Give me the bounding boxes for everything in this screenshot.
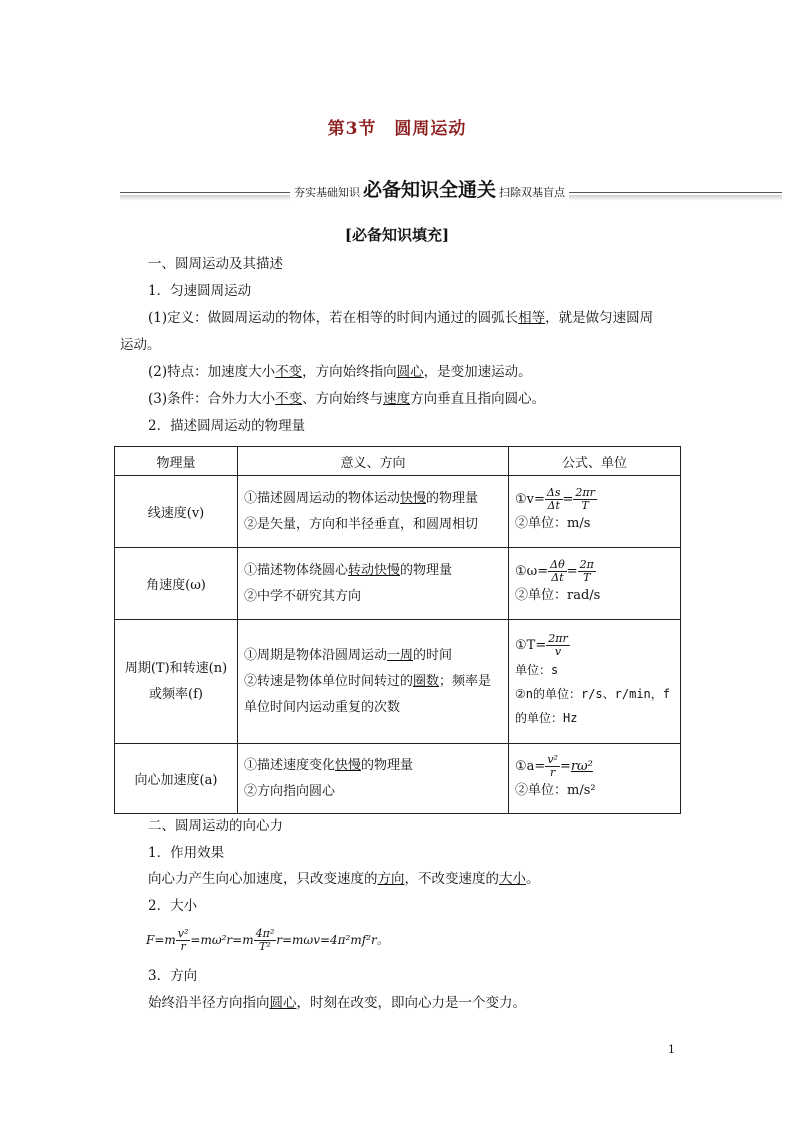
- blank-answer: 大小: [499, 871, 526, 887]
- subheading-2-2: 2．大小: [148, 898, 198, 914]
- heading-1: 一、圆周运动及其描述: [148, 256, 283, 272]
- definition-line: (1)定义：做圆周运动的物体，若在相等的时间内通过的圆弧长相等，就是做匀速圆周: [148, 310, 654, 326]
- effect-line: 向心力产生向心加速度，只改变速度的方向，不改变速度的大小。: [148, 871, 540, 887]
- fraction: $\frac{\Delta s}{\Delta t}$: [546, 486, 561, 512]
- heading-2: 二、圆周运动的向心力: [148, 818, 283, 834]
- banner-left: 夯实基础知识: [294, 186, 360, 199]
- meaning-cell: ①描述速度变化快慢的物理量 ②方向指向圆心: [238, 744, 509, 814]
- fraction: $\frac{2\pi}{T}$: [579, 558, 594, 584]
- subheading-2-1: 1．作用效果: [148, 845, 225, 861]
- formula-cell: ①T= $\frac{2\pi r}{v}$ 单位：s ②n的单位：r/s、r/min，f 的单位：Hz: [509, 620, 681, 744]
- feature-line: (2)特点：加速度大小不变，方向始终指向圆心，是变加速运动。: [148, 364, 532, 380]
- meaning-cell: ①描述物体绕圆心转动快慢的物理量 ②中学不研究其方向: [238, 548, 509, 620]
- formula-cell: ①ω= $\frac{\Delta\theta}{\Delta t}$ = $\frac{2\pi}{T}$ ②单位：rad/s: [509, 548, 681, 620]
- fraction: $\frac{\Delta\theta}{\Delta t}$: [550, 558, 565, 584]
- banner-right: 扫除双基盲点: [499, 186, 566, 199]
- fraction: $\frac{\text{4π²}}{\text{T²}}$: [255, 927, 275, 953]
- fraction: $\frac{\text{v²}}{r}$: [177, 927, 189, 953]
- fraction: $\frac{2\pi r}{T}$: [575, 486, 595, 512]
- table-header: 意义、方向: [238, 447, 509, 476]
- banner-text: [290, 175, 569, 202]
- meaning-cell: ①周期是物体沿圆周运动一周的时间 ②转速是物体单位时间转过的圈数；频率是单位时间内运动重复的次数: [238, 620, 509, 744]
- subheading-1-1: 1．匀速圆周运动: [148, 283, 252, 299]
- blank-answer: 不变: [275, 364, 303, 380]
- blank-answer: 相等: [518, 310, 546, 326]
- formula-cell: ①v= $\frac{\Delta s}{\Delta t}$ = $\frac{2\pi r}{T}$ ②单位：m/s: [509, 476, 681, 548]
- section-banner: [120, 175, 782, 201]
- subheading-1-2: 2．描述圆周运动的物理量: [148, 418, 306, 434]
- meaning-cell: ①描述圆周运动的物体运动快慢的物理量 ②是矢量，方向和半径垂直，和圆周相切: [238, 476, 509, 548]
- table-header-row: [115, 447, 681, 476]
- fraction: $\frac{\text{v²}}{r}$: [547, 753, 558, 779]
- fraction: $\frac{2\pi r}{v}$: [548, 632, 568, 658]
- blank-answer: 方向: [377, 871, 405, 887]
- subheading-2-3: 3．方向: [148, 968, 198, 984]
- quantity-name: 角速度(ω): [115, 548, 238, 620]
- section-heading: [必备知识填充]: [344, 226, 450, 244]
- page-number: 1: [668, 1043, 675, 1056]
- blank-answer: 圆心: [269, 995, 297, 1011]
- blank-answer: 圆心: [396, 364, 424, 380]
- formula-cell: ①a= $\frac{\text{v²}}{r}$ =rω² ②单位：m/s²: [509, 744, 681, 814]
- direction-line: 始终沿半径方向指向圆心，时刻在改变，即向心力是一个变力。: [148, 995, 526, 1011]
- blank-answer: 不变: [275, 391, 303, 407]
- quantities-table: [114, 446, 681, 814]
- table-header: 物理量: [115, 447, 238, 476]
- table-header: 公式、单位: [509, 447, 681, 476]
- definition-cont: 运动。: [120, 337, 161, 353]
- table-row: [115, 744, 681, 814]
- blank-answer: 速度: [383, 391, 411, 407]
- banner-center: 必备知识全通关: [363, 179, 497, 201]
- quantity-name: 周期(T)和转速(n) 或频率(f): [115, 620, 238, 744]
- condition-line: (3)条件：合外力大小不变、方向始终与速度方向垂直且指向圆心。: [148, 391, 546, 407]
- table-row: [115, 620, 681, 744]
- quantity-name: 线速度(v): [115, 476, 238, 548]
- table-row: [115, 548, 681, 620]
- page-title: 第3节 圆周运动: [327, 119, 467, 139]
- quantity-name: 向心加速度(a): [115, 744, 238, 814]
- table-row: [115, 476, 681, 548]
- force-formula: F=m $\frac{\text{v²}}{r}$ =mω²r=m $\frac{\text{4π²}}{\text{T²}}$ r=mωv=4π²mf²r。: [146, 927, 389, 953]
